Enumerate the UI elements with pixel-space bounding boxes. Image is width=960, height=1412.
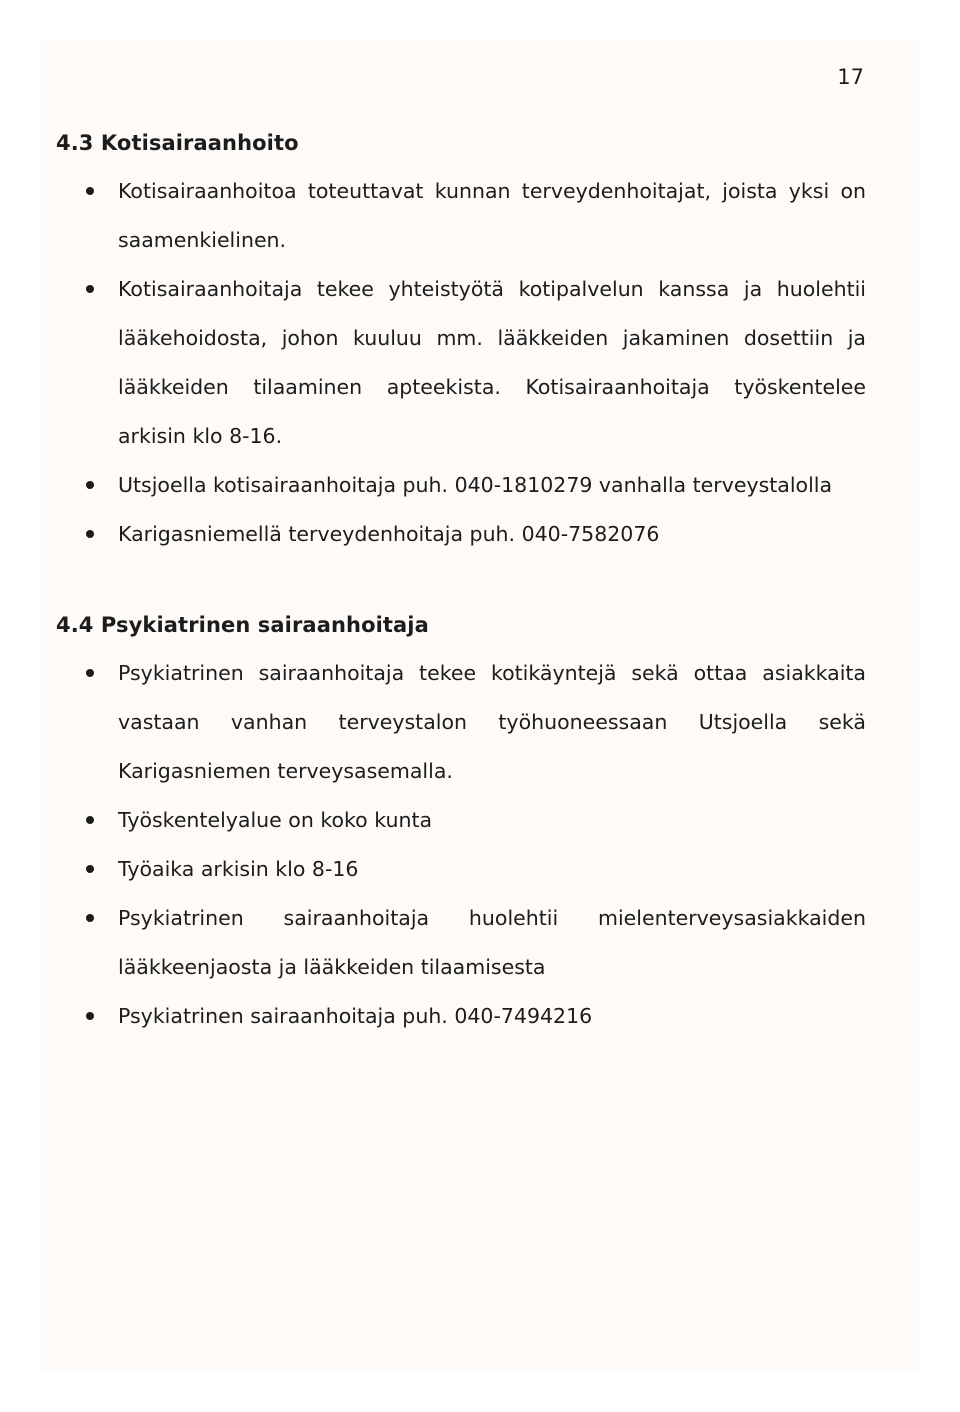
section-heading: 4.4 Psykiatrinen sairaanhoitaja	[56, 613, 429, 637]
bullet-icon	[86, 914, 94, 922]
list-item-text: Karigasniemellä terveydenhoitaja puh. 040-7582076	[118, 522, 660, 546]
list-item	[56, 992, 866, 1041]
bullet-icon	[86, 1012, 94, 1020]
section-psykiatrinen-sairaanhoitaja	[56, 608, 866, 1041]
bullet-list	[56, 649, 866, 1041]
list-item	[56, 649, 866, 796]
list-item-text: Kotisairaanhoitaja tekee yhteistyötä kotipalvelun kanssa ja huolehtii lääkehoidosta, johon kuuluu mm. lääkkeiden jakaminen dosettiin ja lääkkeiden tilaaminen apteekista. Kotisairaanhoitaja työskentelee arkisin klo 8-16.	[118, 277, 866, 448]
list-item	[56, 510, 866, 559]
bullet-icon	[86, 481, 94, 489]
list-item	[56, 845, 866, 894]
bullet-icon	[86, 530, 94, 538]
list-item	[56, 265, 866, 461]
page-content	[56, 126, 866, 1041]
list-item-text: Työaika arkisin klo 8-16	[118, 857, 359, 881]
list-item-text: Utsjoella kotisairaanhoitaja puh. 040-1810279 vanhalla terveystalolla	[118, 473, 833, 497]
section-heading: 4.3 Kotisairaanhoito	[56, 131, 299, 155]
list-item-text: Psykiatrinen sairaanhoitaja puh. 040-7494216	[118, 1004, 593, 1028]
bullet-list	[56, 167, 866, 559]
list-item	[56, 167, 866, 265]
document-page	[40, 40, 920, 1372]
list-item	[56, 894, 866, 992]
section-kotisairaanhoito	[56, 126, 866, 559]
list-item-text: Kotisairaanhoitoa toteuttavat kunnan terveydenhoitajat, joista yksi on saamenkielinen.	[118, 179, 866, 252]
bullet-icon	[86, 285, 94, 293]
list-item	[56, 796, 866, 845]
bullet-icon	[86, 816, 94, 824]
list-item	[56, 461, 866, 510]
list-item-text: Työskentelyalue on koko kunta	[118, 808, 433, 832]
list-item-text: Psykiatrinen sairaanhoitaja tekee kotikäyntejä sekä ottaa asiakkaita vastaan vanhan terveystalon työhuoneessaan Utsjoella sekä Karigasniemen terveysasemalla.	[118, 661, 866, 783]
bullet-icon	[86, 669, 94, 677]
bullet-icon	[86, 187, 94, 195]
bullet-icon	[86, 865, 94, 873]
page-number: 17	[837, 65, 864, 89]
list-item-text: Psykiatrinen sairaanhoitaja huolehtii mielenterveysasiakkaiden lääkkeenjaosta ja lääkkeiden tilaamisesta	[118, 906, 866, 979]
